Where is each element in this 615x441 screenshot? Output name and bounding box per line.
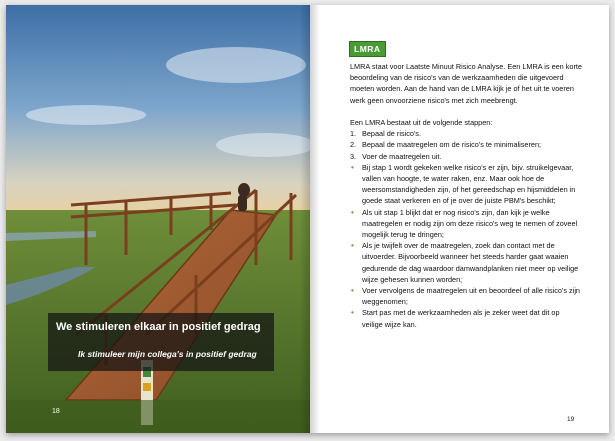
- step-text: Bepaal de risico's.: [362, 129, 421, 139]
- bullet-item: [350, 307, 582, 329]
- book-spread: [6, 5, 609, 433]
- step-text: Bepaal de maatregelen om de risico's te minimaliseren;: [362, 140, 542, 150]
- step-number: 1.: [350, 129, 357, 139]
- step-number: 2.: [350, 140, 357, 150]
- bullet-item: [350, 162, 582, 207]
- steps-list: [350, 128, 582, 162]
- step-text: Voer de maatregelen uit.: [362, 151, 442, 161]
- bullet-dot-icon: •: [351, 162, 354, 172]
- caption-box: [48, 313, 274, 371]
- bullet-text: Als je twijfelt over de maatregelen, zoek dan contact met de uitvoerder. Bijvoorbeeld wanneer het steeds harder gaat waaien gedurende de dag waardoor damwandplanken niet meer op veilige wijze gehesen kunnen worden;: [362, 241, 579, 284]
- bullet-item: [350, 240, 582, 285]
- caption-title: We stimuleren elkaar in positief gedrag: [56, 321, 261, 333]
- bullet-text: Bij stap 1 wordt gekeken welke risico's er zijn, bijv. struikelgevaar, vallen van hoogte, te water raken, enz. Maar ook hoe de weersomstandigheden zijn, of het gereedschap en hijsmiddelen in goede staat verkeren en of je over de juiste PBM's beschikt;: [362, 162, 576, 206]
- bullet-text: Voer vervolgens de maatregelen uit en beoordeel of alle risico's zijn weggenomen;: [362, 286, 580, 307]
- caption-subtitle: Ik stimuleer mijn collega's in positief gedrag: [78, 349, 257, 359]
- bullet-dot-icon: •: [351, 207, 354, 217]
- bullet-item: [350, 285, 582, 307]
- page-number-right: 19: [567, 416, 575, 423]
- bullet-text: Start pas met de werkzaamheden als je zeker weet dat dit op veilige wijze kan.: [362, 308, 560, 329]
- step-item: [350, 139, 582, 150]
- bullet-list: [350, 162, 582, 330]
- lmra-badge: LMRA: [349, 41, 386, 57]
- body-text: [350, 61, 582, 330]
- step-item: [350, 128, 582, 139]
- right-page: [310, 5, 609, 433]
- bullet-text: Als uit stap 1 blijkt dat er nog risico's zijn, dan kijk je welke maatregelen er nodig zijn om deze risico's weg te nemen of zoveel mogelijk terug te dringen;: [362, 207, 578, 240]
- bullet-dot-icon: •: [351, 308, 354, 318]
- bullet-item: [350, 207, 582, 241]
- page-number-left: 18: [52, 408, 60, 415]
- step-number: 3.: [350, 151, 357, 161]
- steps-heading: Een LMRA bestaat uit de volgende stappen:: [350, 118, 493, 127]
- left-page: [6, 5, 310, 433]
- bullet-dot-icon: •: [351, 241, 354, 251]
- step-item: [350, 151, 582, 162]
- bullet-dot-icon: •: [351, 286, 354, 296]
- intro-paragraph: LMRA staat voor Laatste Minuut Risico Analyse. Een LMRA is een korte beoordeling van de risico's van de werkzaamheden die uitgevoerd moeten worden. Aan de hand van de LMRA kijk je of het uit te voeren werk geen onvoorziene risico's met zich meebrengt.: [350, 62, 582, 105]
